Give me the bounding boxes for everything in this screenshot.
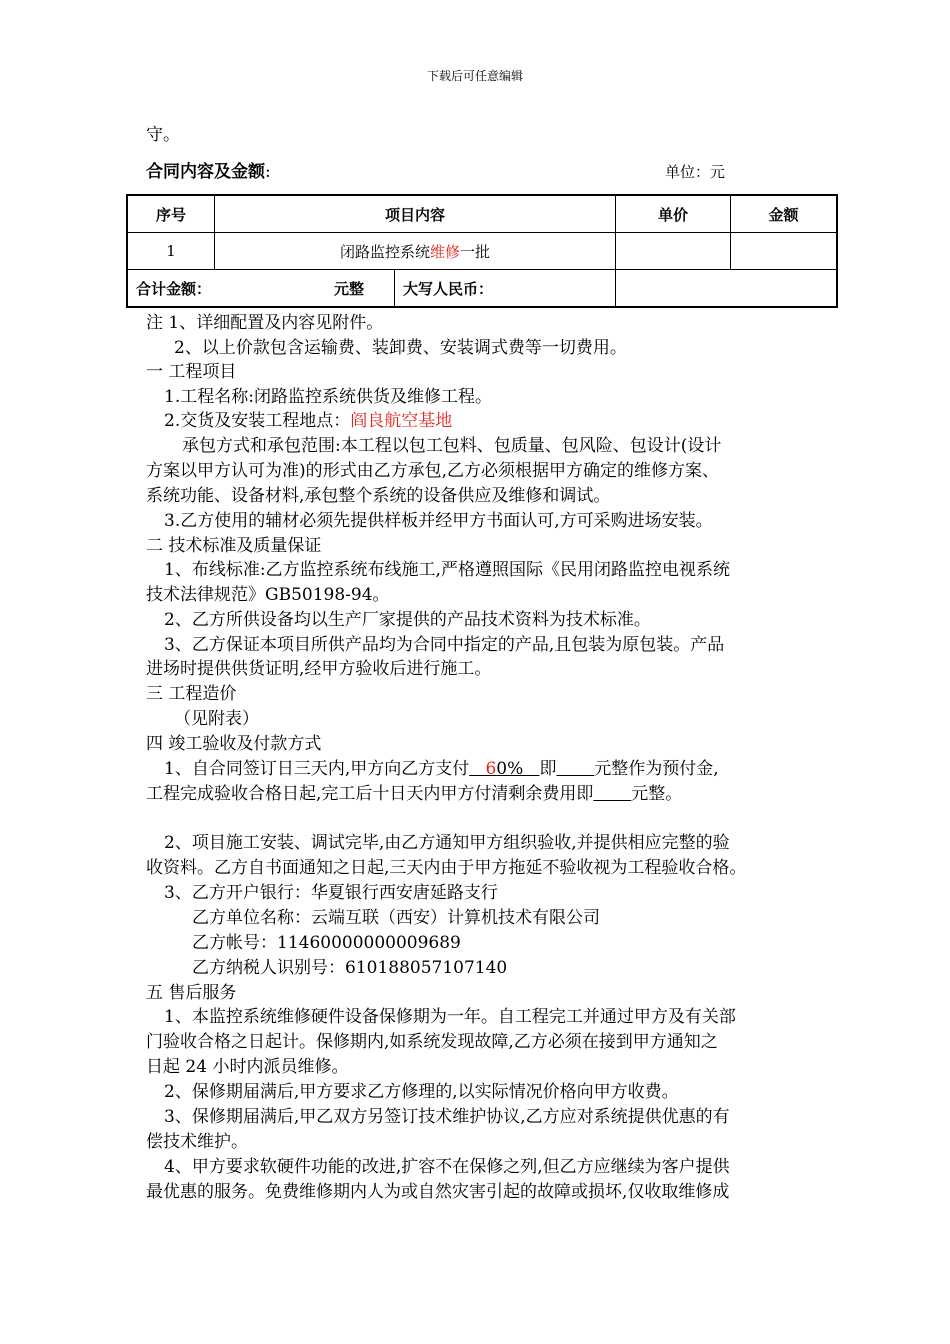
- s4-item-1-post: 元整作为预付金,: [594, 759, 719, 779]
- total-row: [127, 270, 837, 308]
- section-1-heading: 一 工程项目: [146, 362, 237, 382]
- advance-percent-digit: 6: [485, 759, 497, 779]
- section-title-colon: :: [265, 162, 271, 182]
- s5-item-4-line-b: 最优惠的服务。免费维修期内人为或自然灾害引起的故障或损坏,仅收取维修成: [146, 1182, 730, 1202]
- s1-item-3-line-b: 方案以甲方认可为准)的形式由乙方承包,乙方必须根据甲方确定的维修方案、: [146, 461, 720, 481]
- unit-label: 单位：元: [665, 163, 726, 181]
- capital-value: [616, 270, 838, 308]
- s4-item-1-line-b: [146, 782, 682, 807]
- s2-item-3-line-a: 3、乙方保证本项目所供产品均为合同中指定的产品,且包装为原包装。产品: [164, 635, 725, 655]
- s4-item-3: 3、乙方开户银行：华夏银行西安唐延路支行: [164, 883, 498, 903]
- section-5-heading: 五 售后服务: [146, 983, 237, 1003]
- header-no: 序号: [127, 195, 215, 233]
- row-no: 1: [127, 233, 215, 270]
- header-content: 项目内容: [215, 195, 616, 233]
- total-label: 合计金额：: [136, 279, 212, 298]
- s2-item-1-line-a: 1、布线标准:乙方监控系统布线施工,严格遵照国际《民用闭路监控电视系统: [164, 560, 730, 580]
- s1-item-1: 1.工程名称:闭路监控系统供货及维修工程。: [164, 387, 492, 407]
- s2-item-2: 2、乙方所供设备均以生产厂家提供的产品技术资料为技术标准。: [164, 610, 651, 630]
- s4-item-2-line-b: 收资料。乙方自书面通知之日起,三天内由于甲方拖延不验收视为工程验收合格。: [146, 858, 747, 878]
- row-content-pre: 闭路监控系统: [339, 242, 430, 261]
- s4-item-3-taxid: 乙方纳税人识别号：610188057107140: [192, 958, 508, 978]
- table-row: [127, 233, 837, 270]
- s1-item-3-line-a: 承包方式和承包范围:本工程以包工包料、包质量、包风险、包设计(设计: [182, 436, 722, 456]
- advance-amount-blank: [556, 759, 594, 779]
- s4-item-1-line-a: [164, 757, 719, 782]
- page-header: 下载后可任意编辑: [426, 69, 523, 83]
- s4-item-1-text: 1、自合同签订日三天内,甲方向乙方支付: [164, 759, 470, 779]
- s4-item-1b-text: 工程完成验收合格日起,完工后十日天内甲方付清剩余费用即: [146, 784, 594, 804]
- advance-percent-rest: 0%: [496, 759, 540, 779]
- table-header-row: [127, 195, 837, 233]
- section-title: [146, 160, 271, 185]
- s5-item-1-line-a: 1、本监控系统维修硬件设备保修期为一年。自工程完工并通过甲方及有关部: [164, 1007, 736, 1027]
- s1-item-3-line-c: 系统功能、设备材料,承包整个系统的设备供应及维修和调试。: [146, 486, 611, 506]
- s5-item-3-line-a: 3、保修期届满后,甲乙双方另签订技术维护协议,乙方应对系统提供优惠的有: [164, 1107, 730, 1127]
- note-1: 注 1、详细配置及内容见附件。: [146, 313, 384, 333]
- s5-item-4-line-a: 4、甲方要求软硬件功能的改进,扩容不在保修之列,但乙方应继续为客户提供: [164, 1157, 730, 1177]
- row-amount: [731, 233, 838, 270]
- section-2-heading: 二 技术标准及质量保证: [146, 536, 322, 556]
- s4-item-1b-post: 元整。: [631, 784, 683, 804]
- contract-table: [126, 194, 838, 308]
- row-price: [616, 233, 731, 270]
- s2-item-3-line-b: 进场时提供供货证明,经甲方验收后进行施工。: [146, 659, 492, 679]
- s1-item-2: [164, 409, 452, 434]
- s5-item-1-line-c: 日起 24 小时内派员维修。: [146, 1057, 349, 1077]
- s4-item-3-company: 乙方单位名称：云端互联（西安）计算机技术有限公司: [192, 908, 600, 928]
- header-amount: 金额: [731, 195, 838, 233]
- s5-item-3-line-b: 偿技术维护。: [146, 1132, 248, 1152]
- s1-item-4: 3.乙方使用的辅材必须先提供样板并经甲方书面认可,方可采购进场安装。: [164, 511, 713, 531]
- s5-item-2: 2、保修期届满后,甲方要求乙方修理的,以实际情况价格向甲方收费。: [164, 1082, 679, 1102]
- note-2: 2、以上价款包含运输费、装卸费、安装调式费等一切费用。: [174, 338, 627, 358]
- section-title-text: 合同内容及金额: [146, 162, 265, 182]
- s2-item-1-line-b: 技术法律规范》GB50198-94。: [146, 585, 390, 605]
- section-3-heading: 三 工程造价: [146, 684, 237, 704]
- advance-percent: [469, 759, 539, 779]
- row-content: [215, 233, 616, 270]
- s1-item-2-label: 2.交货及安装工程地点：: [164, 411, 351, 431]
- s3-item-1: （见附表）: [174, 709, 259, 729]
- section-4-heading: 四 竣工验收及付款方式: [146, 734, 322, 754]
- top-fragment: 守。: [146, 125, 180, 145]
- s4-item-1-mid: 即: [539, 759, 557, 779]
- total-unit: 元整: [333, 279, 364, 298]
- advance-percent-blank: [469, 759, 485, 779]
- capital-label: 大写人民币：: [394, 270, 615, 306]
- row-content-post: 一批: [460, 242, 491, 261]
- s5-item-1-line-b: 门验收合格之日起计。保修期内,如系统发现故障,乙方必须在接到甲方通知之: [146, 1032, 718, 1052]
- remaining-amount-blank: [593, 784, 631, 804]
- header-price: 单价: [616, 195, 731, 233]
- row-content-red: 维修: [429, 242, 460, 261]
- s4-item-3-account: 乙方帐号：11460000000009689: [192, 933, 461, 953]
- s1-item-2-location: 阎良航空基地: [350, 411, 453, 431]
- s4-item-2-line-a: 2、项目施工安装、调试完毕,由乙方通知甲方组织验收,并提供相应完整的验: [164, 833, 730, 853]
- total-cell: [127, 270, 616, 308]
